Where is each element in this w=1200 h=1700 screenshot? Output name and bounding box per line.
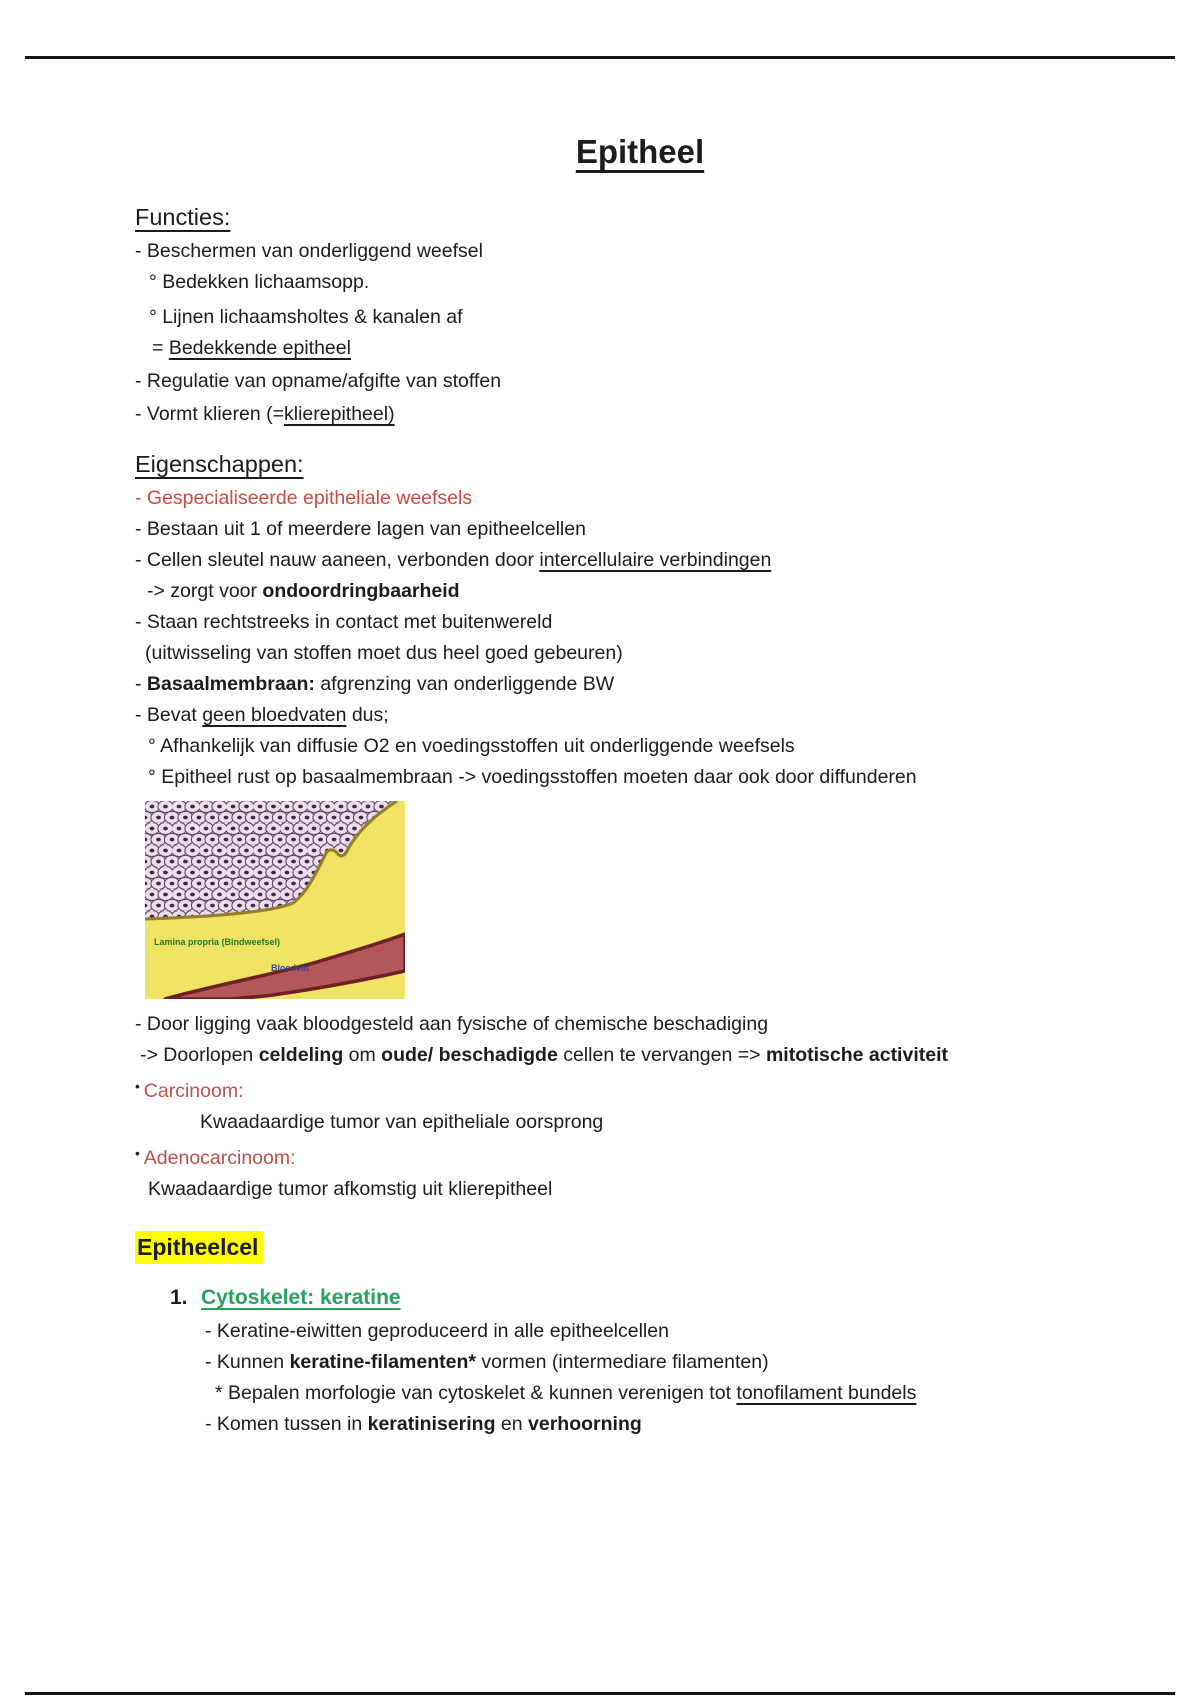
text-line <box>135 399 1145 430</box>
text-segment: - Keratine-eiwitten geproduceerd in alle epitheelcellen <box>205 1320 669 1342</box>
text-segment: • <box>135 1078 144 1094</box>
text-segment: ondoordringbaarheid <box>262 580 460 602</box>
text-line <box>135 638 1145 669</box>
text-segment: en <box>495 1413 529 1435</box>
text-line <box>135 1107 1145 1138</box>
text-segment: * Bepalen morfologie van cytoskelet & kunnen verenigen tot <box>215 1382 737 1404</box>
text-segment: Kwaadaardige tumor afkomstig uit klierepitheel <box>148 1178 553 1200</box>
text-line <box>135 267 1145 298</box>
text-line <box>135 1040 1145 1071</box>
text-line <box>135 333 1145 364</box>
text-segment: mitotische activiteit <box>765 1044 948 1066</box>
functies-heading <box>135 199 1145 236</box>
lamina-propria-label: Lamina propria (Bindweefsel) <box>154 937 281 947</box>
text-line <box>135 1174 1145 1205</box>
bloedvat-label: Bloedvat <box>271 963 310 973</box>
text-segment: - Komen tussen in <box>205 1413 368 1435</box>
text-segment: Adenocarcinoom: <box>143 1147 296 1169</box>
highlighted-heading-text: Epitheelcel <box>135 1231 263 1264</box>
text-line <box>135 669 1145 700</box>
text-segment: keratinisering <box>367 1413 496 1435</box>
top-rule <box>25 56 1175 59</box>
page-title <box>135 131 1145 173</box>
text-segment: keratine-filamenten* <box>289 1351 476 1373</box>
text-line <box>135 1347 1145 1378</box>
text-line <box>135 1409 1145 1440</box>
text-segment: -> Doorlopen <box>140 1044 259 1066</box>
text-segment: - Regulatie van opname/afgifte van stoffen <box>135 370 502 392</box>
text-segment: tonofilament bundels <box>736 1382 917 1404</box>
lines-after-figure <box>135 1009 1145 1440</box>
text-segment: celdeling <box>258 1044 344 1066</box>
text-segment: - Beschermen van onderliggend weefsel <box>135 240 483 262</box>
text-segment: ° Afhankelijk van diffusie O2 en voedingsstoffen uit onderliggende weefsels <box>148 735 795 757</box>
text-segment: verhoorning <box>528 1413 642 1435</box>
text-segment: • <box>135 1145 144 1161</box>
text-segment: - Gespecialiseerde epitheliale weefsels <box>135 487 473 509</box>
text-segment: - Bestaan uit 1 of meerdere lagen van epitheelcellen <box>135 518 586 540</box>
text-segment: klierepitheel) <box>284 403 395 425</box>
text-segment: = <box>152 337 169 359</box>
text-line <box>135 1009 1145 1040</box>
text-line <box>135 700 1145 731</box>
text-line <box>135 1378 1145 1409</box>
text-segment: cellen te vervangen => <box>557 1044 766 1066</box>
text-segment: Bedekkende epitheel <box>168 337 351 359</box>
text-segment: - Cellen sleutel nauw aaneen, verbonden door <box>135 549 540 571</box>
text-segment: geen bloedvaten <box>202 704 347 726</box>
text-segment: - Staan rechtstreeks in contact met buitenwereld <box>135 611 553 633</box>
text-segment: Carcinoom: <box>143 1080 244 1102</box>
text-segment: - Kunnen <box>205 1351 290 1373</box>
epitheelcel-heading <box>135 1229 1145 1266</box>
text-segment: - Door ligging vaak bloodgesteld aan fysische of chemische beschadiging <box>135 1013 769 1035</box>
document-body <box>135 199 1145 1440</box>
section-heading-text: Eigenschappen: <box>135 451 304 477</box>
text-segment: oude/ beschadigde <box>381 1044 558 1066</box>
text-line <box>135 762 1145 793</box>
text-line <box>135 366 1145 397</box>
text-segment: ° Bedekken lichaamsopp. <box>149 271 370 293</box>
section-heading-text: Functies: <box>135 204 231 230</box>
text-segment: - Bevat <box>135 704 203 726</box>
text-line <box>135 731 1145 762</box>
text-segment: dus; <box>346 704 389 726</box>
lines-before-figure <box>135 199 1145 793</box>
text-line <box>135 302 1145 333</box>
text-line <box>135 483 1145 514</box>
text-line <box>135 514 1145 545</box>
bottom-rule <box>25 1692 1175 1695</box>
text-segment: - <box>135 673 147 695</box>
text-segment: Kwaadaardige tumor van epitheliale oorsprong <box>200 1111 604 1133</box>
eigenschappen-heading <box>135 446 1145 483</box>
text-line <box>135 576 1145 607</box>
text-segment: intercellulaire verbindingen <box>539 549 772 571</box>
page-title-text: Epitheel <box>575 133 705 170</box>
text-line <box>135 1316 1145 1347</box>
text-segment: (uitwisseling van stoffen moet dus heel goed gebeuren) <box>145 642 623 664</box>
epithelium-diagram <box>145 801 405 999</box>
text-line <box>135 545 1145 576</box>
text-line <box>135 236 1145 267</box>
text-line <box>135 1138 1145 1174</box>
text-segment: Basaalmembraan: <box>146 673 315 695</box>
text-line <box>135 607 1145 638</box>
text-segment: -> zorgt voor <box>147 580 263 602</box>
list-number: 1. <box>170 1286 188 1309</box>
epithelium-diagram-svg <box>145 801 405 999</box>
text-line <box>135 1071 1145 1107</box>
text-segment: afgrenzing van onderliggende BW <box>314 673 615 695</box>
text-segment: ° Lijnen lichaamsholtes & kanalen af <box>149 306 463 328</box>
text-segment: om <box>343 1044 382 1066</box>
text-segment: vormen (intermediare filamenten) <box>475 1351 769 1373</box>
cytoskelet-heading <box>135 1282 1145 1314</box>
numbered-heading-text: Cytoskelet: keratine <box>201 1286 401 1309</box>
text-segment: - Vormt klieren (= <box>135 403 285 425</box>
text-segment: ° Epitheel rust op basaalmembraan -> voedingsstoffen moeten daar ook door diffunderen <box>148 766 917 788</box>
